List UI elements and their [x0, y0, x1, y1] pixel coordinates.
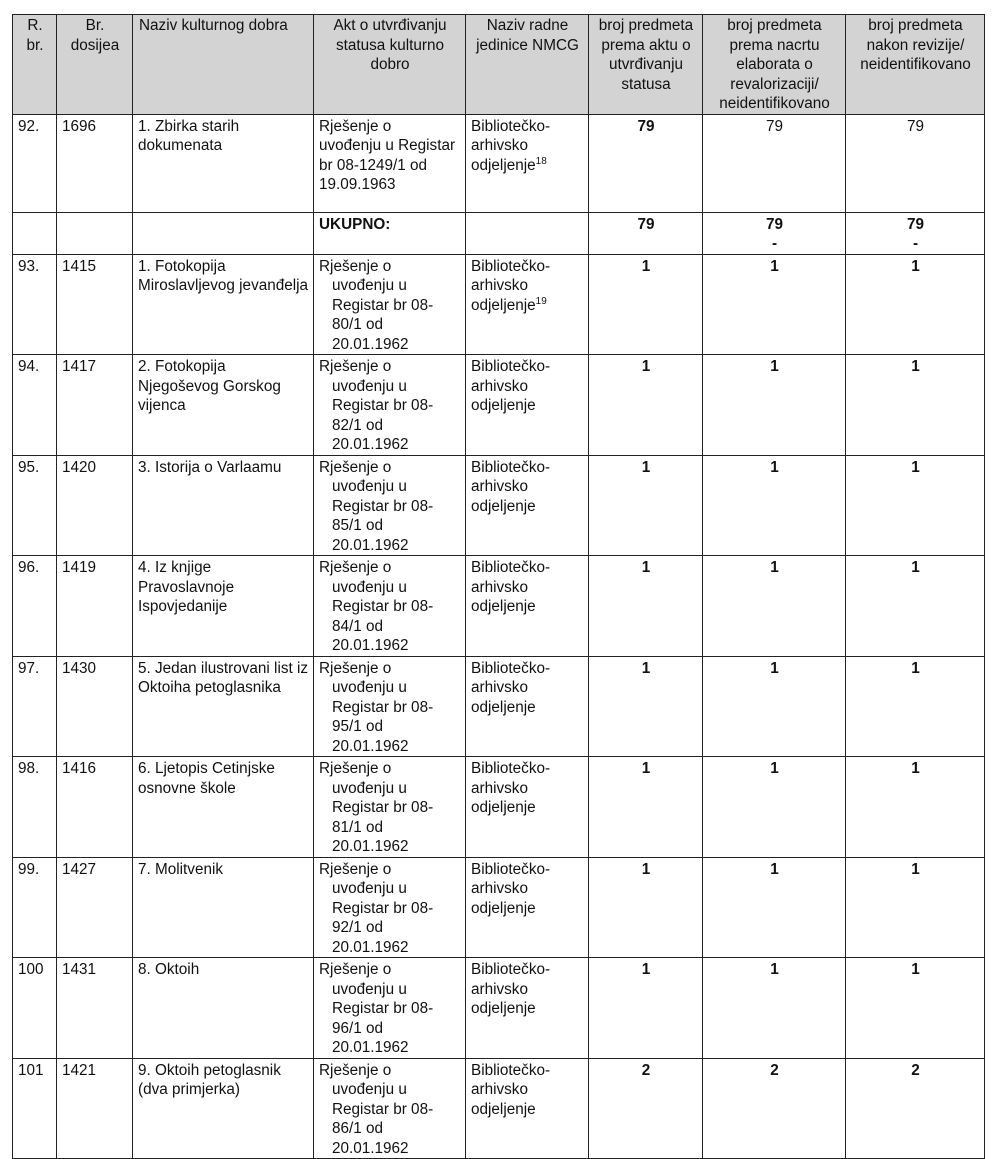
jedinica-text: Bibliotečko-arhivsko odjeljenje — [471, 257, 551, 314]
table-header-row — [13, 15, 985, 115]
cell-broj-akt: 1 — [589, 455, 703, 556]
cell-rbr: 100 — [13, 958, 57, 1059]
akt-rest: uvođenju u Registar br 08-84/1 od 20.01.1962 — [332, 578, 434, 654]
header-dosije: Br. dosijea — [57, 15, 133, 115]
cell-broj-nacrt: 2 — [703, 1058, 846, 1159]
table-row — [13, 455, 985, 556]
cell-broj-akt: 1 — [589, 254, 703, 355]
cell-broj-nacrt: 1 — [703, 355, 846, 456]
cell-broj-nacrt: 1 — [703, 254, 846, 355]
cell-naziv: 1. Fotokopija Miroslavljevog jevanđelja — [133, 254, 314, 355]
akt-rest: uvođenju u Registar br 08-82/1 od 20.01.1962 — [332, 377, 434, 453]
cell-rbr: 93. — [13, 254, 57, 355]
akt-first: Rješenje o — [319, 961, 392, 978]
header-jedinica: Naziv radne jedinice NMCG — [466, 15, 589, 115]
cell-akt — [314, 355, 466, 456]
cell-naziv: 5. Jedan ilustrovani list iz Oktoiha petoglasnika — [133, 656, 314, 757]
akt-rest: uvođenju u Registar br 08-92/1 od 20.01.1962 — [332, 880, 434, 956]
table-row — [13, 757, 985, 858]
cell-jedinica — [466, 114, 589, 212]
cell-akt — [314, 455, 466, 556]
total-broj-revizija — [846, 212, 985, 254]
cell-rbr: 97. — [13, 656, 57, 757]
cell-akt — [314, 254, 466, 355]
table-row — [13, 254, 985, 355]
akt-first: Rješenje o — [319, 760, 392, 777]
table-row — [13, 958, 985, 1059]
cell-broj-nacrt: 1 — [703, 455, 846, 556]
cell-broj-nacrt: 1 — [703, 857, 846, 958]
cell-dosije: 1420 — [57, 455, 133, 556]
akt-first: Rješenje o — [319, 860, 392, 878]
akt-first: Rješenje o — [319, 358, 392, 375]
cell-rbr: 98. — [13, 757, 57, 858]
cell-naziv: 7. Molitvenik — [133, 857, 314, 958]
header-naziv: Naziv kulturnog dobra — [133, 15, 314, 115]
cell-broj-nacrt: 79 — [703, 114, 846, 212]
cell-broj-revizija: 1 — [846, 857, 985, 958]
cell-akt — [314, 114, 466, 212]
cell-rbr: 92. — [13, 114, 57, 212]
total-label: UKUPNO: — [314, 212, 466, 254]
akt-rest: uvođenju u Registar br 08-96/1 od 20.01.1962 — [332, 980, 434, 1056]
cell-jedinica: Bibliotečko-arhivsko odjeljenje — [466, 656, 589, 757]
akt-rest: uvođenju u Registar br 08-86/1 od 20.01.1962 — [332, 1081, 434, 1157]
cell-broj-revizija: 1 — [846, 757, 985, 858]
cell-akt — [314, 757, 466, 858]
total-broj-nacrt — [703, 212, 846, 254]
cell-jedinica: Bibliotečko-arhivsko odjeljenje — [466, 958, 589, 1059]
akt-rest: uvođenju u Registar br 08-1249/1 od 19.09.1963 — [319, 137, 456, 193]
cell-rbr: 96. — [13, 556, 57, 657]
table-row — [13, 1058, 985, 1159]
total-revizija-note: - — [912, 235, 919, 252]
cell-dosije: 1696 — [57, 114, 133, 212]
cell-naziv: 1. Zbirka starih dokumenata — [133, 114, 314, 212]
akt-first: Rješenje o — [319, 1061, 392, 1079]
table-row — [13, 656, 985, 757]
cell-empty — [13, 212, 57, 254]
cell-jedinica: Bibliotečko-arhivsko odjeljenje — [466, 455, 589, 556]
cell-broj-revizija: 1 — [846, 958, 985, 1059]
akt-rest: uvođenju u Registar br 08-81/1 od 20.01.1962 — [332, 779, 434, 855]
header-rbr: R. br. — [13, 15, 57, 115]
header-broj-revizija: broj predmeta nakon revizije/ neidentifikovano — [846, 15, 985, 115]
cell-dosije: 1416 — [57, 757, 133, 858]
total-row — [13, 212, 985, 254]
cell-broj-nacrt: 1 — [703, 656, 846, 757]
cell-broj-akt: 1 — [589, 857, 703, 958]
cell-dosije: 1415 — [57, 254, 133, 355]
akt-first: Rješenje o — [319, 458, 392, 476]
cell-empty — [133, 212, 314, 254]
akt-first: Rješenje o — [319, 559, 392, 576]
cell-broj-nacrt: 1 — [703, 757, 846, 858]
akt-rest: uvođenju u Registar br 08-95/1 od 20.01.1962 — [332, 679, 434, 755]
cell-rbr: 95. — [13, 455, 57, 556]
jedinica-text: Bibliotečko-arhivsko odjeljenje — [471, 117, 551, 174]
cell-rbr: 99. — [13, 857, 57, 958]
cell-broj-nacrt: 1 — [703, 556, 846, 657]
cell-akt — [314, 656, 466, 757]
cell-broj-revizija: 1 — [846, 254, 985, 355]
cell-dosije: 1427 — [57, 857, 133, 958]
cell-broj-revizija: 1 — [846, 455, 985, 556]
total-nacrt-value: 79 — [765, 215, 783, 233]
cell-broj-akt: 1 — [589, 958, 703, 1059]
table-row — [13, 556, 985, 657]
cell-jedinica: Bibliotečko-arhivsko odjeljenje — [466, 556, 589, 657]
cell-broj-revizija: 1 — [846, 355, 985, 456]
cell-akt — [314, 556, 466, 657]
cell-dosije: 1419 — [57, 556, 133, 657]
cell-broj-akt: 79 — [589, 114, 703, 212]
cell-jedinica: Bibliotečko-arhivsko odjeljenje — [466, 355, 589, 456]
cultural-goods-table — [12, 14, 985, 1159]
cell-broj-revizija: 1 — [846, 556, 985, 657]
table-row — [13, 355, 985, 456]
cell-jedinica — [466, 254, 589, 355]
cell-broj-akt: 1 — [589, 355, 703, 456]
cell-jedinica: Bibliotečko-arhivsko odjeljenje — [466, 857, 589, 958]
total-revizija-value: 79 — [906, 215, 924, 233]
cell-dosije: 1431 — [57, 958, 133, 1059]
cell-akt — [314, 1058, 466, 1159]
header-broj-akt: broj predmeta prema aktu o utvrđivanju statusa — [589, 15, 703, 115]
akt-rest: uvođenju u Registar br 08-80/1 od 20.01.1962 — [332, 277, 434, 353]
cell-naziv: 6. Ljetopis Cetinjske osnovne škole — [133, 757, 314, 858]
cell-akt — [314, 857, 466, 958]
header-akt: Akt o utvrđivanju statusa kulturno dobro — [314, 15, 466, 115]
cell-broj-revizija: 79 — [846, 114, 985, 212]
akt-first: Rješenje o — [319, 659, 392, 677]
cell-naziv: 3. Istorija o Varlaamu — [133, 455, 314, 556]
header-broj-nacrt: broj predmeta prema nacrtu elaborata o revalorizaciji/ neidentifikovano — [703, 15, 846, 115]
total-broj-akt: 79 — [589, 212, 703, 254]
cell-dosije: 1421 — [57, 1058, 133, 1159]
cell-jedinica: Bibliotečko-arhivsko odjeljenje — [466, 757, 589, 858]
cell-akt — [314, 958, 466, 1059]
cell-broj-akt: 2 — [589, 1058, 703, 1159]
cell-broj-nacrt: 1 — [703, 958, 846, 1059]
cell-broj-akt: 1 — [589, 757, 703, 858]
akt-first: Rješenje o — [319, 257, 392, 275]
footnote-ref: 19 — [535, 295, 547, 307]
table-row — [13, 114, 985, 212]
cell-broj-revizija: 2 — [846, 1058, 985, 1159]
cell-broj-akt: 1 — [589, 556, 703, 657]
cell-naziv: 4. Iz knjige Pravoslavnoje Ispovjedanije — [133, 556, 314, 657]
footnote-ref: 18 — [535, 155, 547, 167]
akt-rest: uvođenju u Registar br 08-85/1 od 20.01.1962 — [332, 478, 434, 554]
cell-jedinica: Bibliotečko-arhivsko odjeljenje — [466, 1058, 589, 1159]
cell-broj-akt: 1 — [589, 656, 703, 757]
cell-dosije: 1417 — [57, 355, 133, 456]
cell-empty — [57, 212, 133, 254]
cell-rbr: 94. — [13, 355, 57, 456]
cell-empty — [466, 212, 589, 254]
table-row — [13, 857, 985, 958]
cell-broj-revizija: 1 — [846, 656, 985, 757]
cell-naziv: 2. Fotokopija Njegoševog Gorskog vijenca — [133, 355, 314, 456]
cell-rbr: 101 — [13, 1058, 57, 1159]
cell-naziv: 8. Oktoih — [133, 958, 314, 1059]
total-nacrt-note: - — [771, 235, 778, 252]
akt-first: Rješenje o — [319, 117, 392, 135]
cell-dosije: 1430 — [57, 656, 133, 757]
cell-naziv: 9. Oktoih petoglasnik (dva primjerka) — [133, 1058, 314, 1159]
